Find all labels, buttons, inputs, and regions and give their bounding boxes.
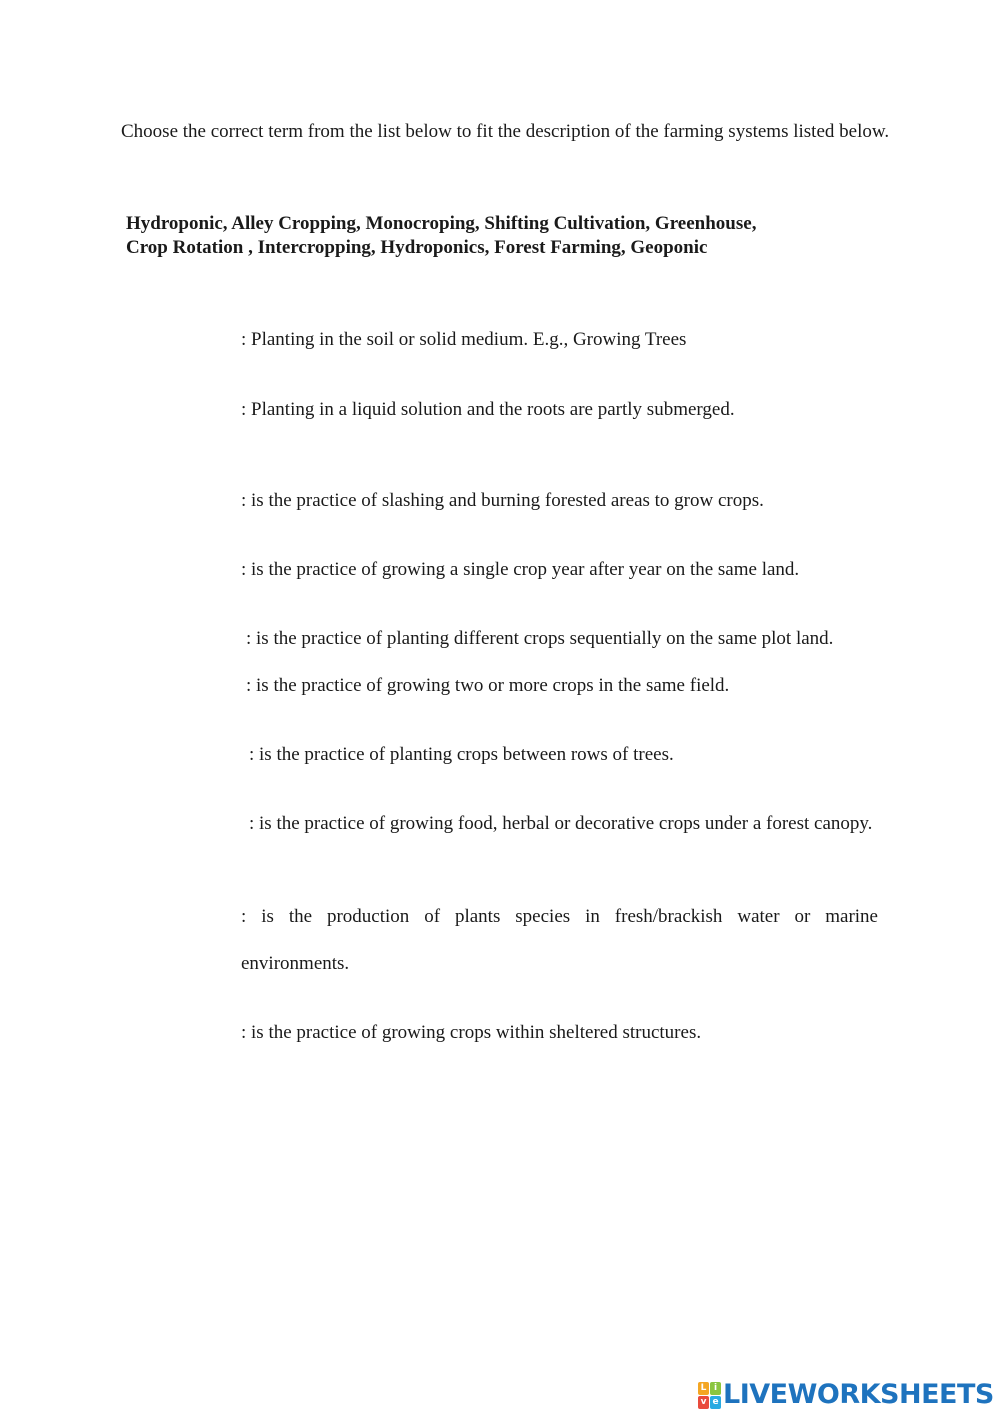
description-2: : Planting in a liquid solution and the roots are partly submerged. <box>241 399 735 420</box>
logo-letter-l: L <box>698 1382 709 1395</box>
term-list-line-2: Crop Rotation , Intercropping, Hydroponics, Forest Farming, Geoponic <box>126 237 708 258</box>
logo-letter-i: i <box>710 1382 721 1395</box>
term-list <box>126 212 886 260</box>
logo-mark-icon <box>698 1382 721 1409</box>
logo-text: LIVEWORKSHEETS <box>723 1379 994 1410</box>
instructions-text: Choose the correct term from the list below to fit the description of the farming systems listed below. <box>121 121 890 142</box>
description-1: : Planting in the soil or solid medium. E.g., Growing Trees <box>241 329 687 350</box>
logo-letter-e: e <box>710 1396 721 1409</box>
description-4: : is the practice of growing a single crop year after year on the same land. <box>241 559 800 580</box>
description-9: : is the production of plants species in fresh/brackish water or marine environments. <box>241 906 878 974</box>
description-6: : is the practice of growing two or more crops in the same field. <box>246 675 730 696</box>
term-list-line-1: Hydroponic, Alley Cropping, Monocroping, Shifting Cultivation, Greenhouse, <box>126 213 757 234</box>
description-7: : is the practice of planting crops between rows of trees. <box>249 744 674 765</box>
description-5: : is the practice of planting different crops sequentially on the same plot land. <box>246 628 834 649</box>
liveworksheets-logo <box>698 1378 994 1412</box>
description-3: : is the practice of slashing and burning forested areas to grow crops. <box>241 490 764 511</box>
description-8: : is the practice of growing food, herbal or decorative crops under a forest canopy. <box>249 813 873 834</box>
logo-letter-v: v <box>698 1396 709 1409</box>
description-10: : is the practice of growing crops within sheltered structures. <box>241 1022 702 1043</box>
